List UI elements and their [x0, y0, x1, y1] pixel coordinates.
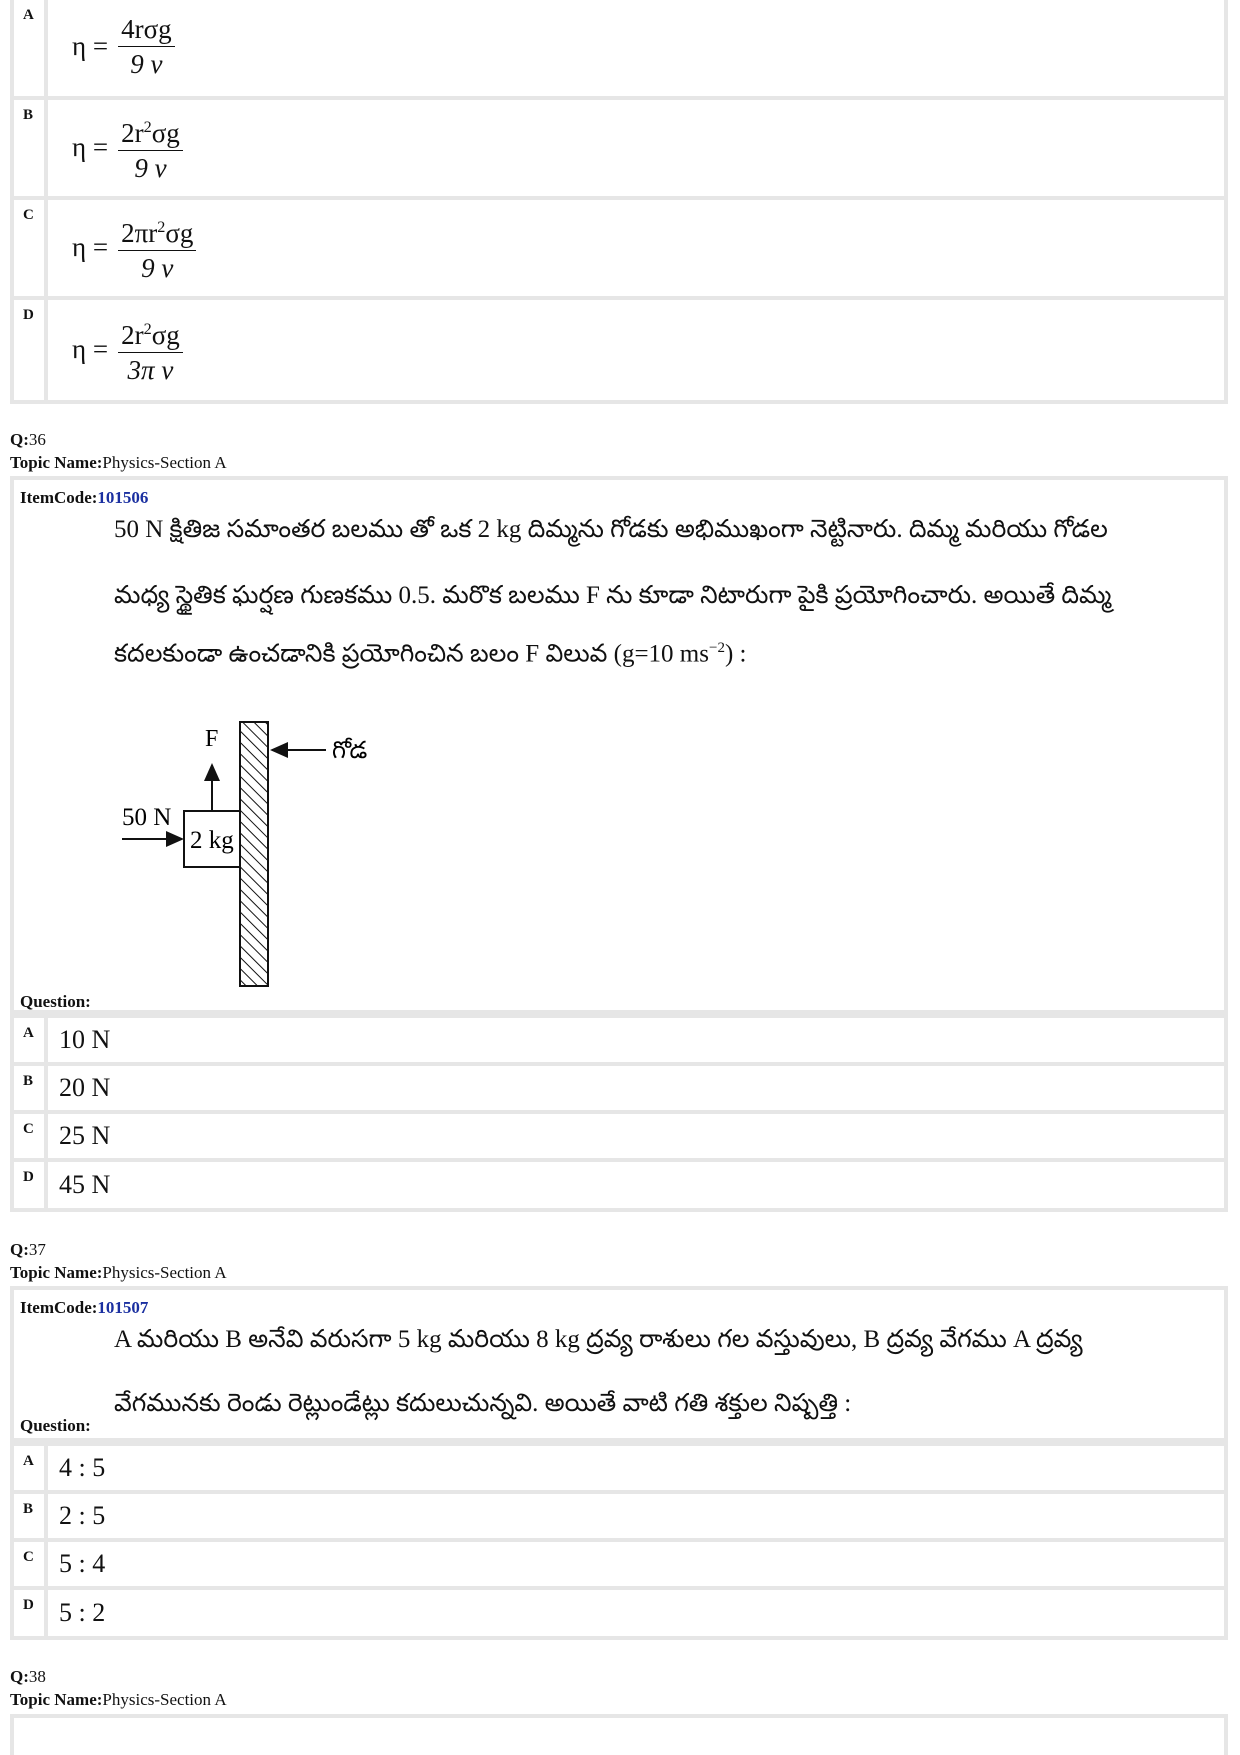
topic-name: Topic Name:Physics-Section A: [10, 1263, 227, 1282]
question-number: Q:36: [10, 430, 46, 449]
option-a[interactable]: [14, 1446, 1224, 1490]
option-text: 2 : 5: [59, 1501, 106, 1530]
question-stem-line: 50 N క్షితిజ సమాంతర బలము తో ఒక 2 kg దిమ్మను గోడకు అభిముఖంగా నెట్టినారు. దిమ్మ మరియు గోడల: [114, 516, 1108, 543]
option-b[interactable]: [14, 1494, 1224, 1538]
question-label: Question:: [20, 1416, 91, 1435]
option-text: 4 : 5: [59, 1453, 106, 1482]
question-stem-line: మధ్య స్థైతిక ఘర్షణ గుణకము 0.5. మరొక బలము F ను కూడా నిటారుగా పైకి ప్రయోగించారు. అయితే దిమ్మ: [114, 582, 1112, 609]
option-d[interactable]: [14, 300, 1224, 400]
option-c[interactable]: [14, 1114, 1224, 1158]
option-letter: B: [14, 1494, 48, 1538]
option-letter: A: [14, 1018, 48, 1062]
option-formula: η = $\frac{2r^2\sigma g}{9 v}$: [72, 112, 183, 183]
option-text: 5 : 4: [59, 1549, 106, 1578]
option-letter: D: [14, 300, 48, 400]
option-c[interactable]: [14, 1542, 1224, 1586]
option-letter: A: [14, 1446, 48, 1490]
option-c[interactable]: [14, 200, 1224, 296]
force-side-label: 50 N: [122, 804, 172, 831]
q37-options-table: [10, 1442, 1228, 1640]
option-text: 5 : 2: [59, 1598, 106, 1627]
force-up-label: F: [205, 726, 219, 752]
option-a[interactable]: [14, 0, 1224, 96]
topic-name: Topic Name:Physics-Section A: [10, 1690, 227, 1709]
option-letter: C: [14, 200, 48, 296]
option-text: 10 N: [59, 1025, 111, 1054]
option-d[interactable]: [14, 1162, 1224, 1208]
q36-question-box: [10, 476, 1228, 1014]
option-letter: D: [14, 1590, 48, 1636]
question-label: Question:: [20, 992, 91, 1011]
q38-question-box-top: [10, 1714, 1228, 1755]
option-letter: C: [14, 1114, 48, 1158]
wall: [240, 722, 268, 986]
option-letter: A: [14, 0, 48, 96]
option-b[interactable]: [14, 1066, 1224, 1110]
option-formula: η = $\frac{\text{4rσg}}{9 v}$: [72, 14, 175, 79]
option-text: 45 N: [59, 1170, 111, 1199]
option-formula: η = $\frac{2r^2\sigma g}{\text{3π v}}$: [72, 314, 183, 385]
q37-question-box: [10, 1286, 1228, 1442]
item-code: ItemCode:101506: [20, 488, 149, 507]
question-number: Q:37: [10, 1240, 46, 1259]
option-text: 25 N: [59, 1121, 111, 1150]
option-text: 20 N: [59, 1073, 111, 1102]
q36-options-table: [10, 1014, 1228, 1212]
option-letter: C: [14, 1542, 48, 1586]
question-number: Q:38: [10, 1667, 46, 1686]
item-code: ItemCode:101507: [20, 1298, 149, 1317]
option-letter: B: [14, 100, 48, 196]
option-d[interactable]: [14, 1590, 1224, 1636]
q35-options-table: [10, 0, 1228, 404]
wall-label: గోడ: [332, 736, 368, 764]
question-stem-line: A మరియు B అనేవి వరుసగా 5 kg మరియు 8 kg ద్రవ్య రాశులు గల వస్తువులు, B ద్రవ్య వేగము A ద్రవ్య: [114, 1326, 1083, 1353]
block-label: 2 kg: [190, 827, 234, 854]
topic-name: Topic Name:Physics-Section A: [10, 453, 227, 472]
option-letter: D: [14, 1162, 48, 1208]
option-letter: B: [14, 1066, 48, 1110]
option-b[interactable]: [14, 100, 1224, 196]
question-stem-line: కదలకుండా ఉంచడానికి ప్రయోగించిన బలం F విలువ (g=10 $ms^{-2}$) :: [114, 640, 747, 668]
force-diagram: [94, 710, 424, 990]
option-a[interactable]: [14, 1018, 1224, 1062]
option-formula: η = $\frac{2\pi r^2\sigma g}{9 v}$: [72, 212, 196, 283]
question-stem-line: వేగమునకు రెండు రెట్లుండేట్లు కదులుచున్నవి. అయితే వాటి గతి శక్తుల నిష్పత్తి :: [114, 1390, 852, 1417]
